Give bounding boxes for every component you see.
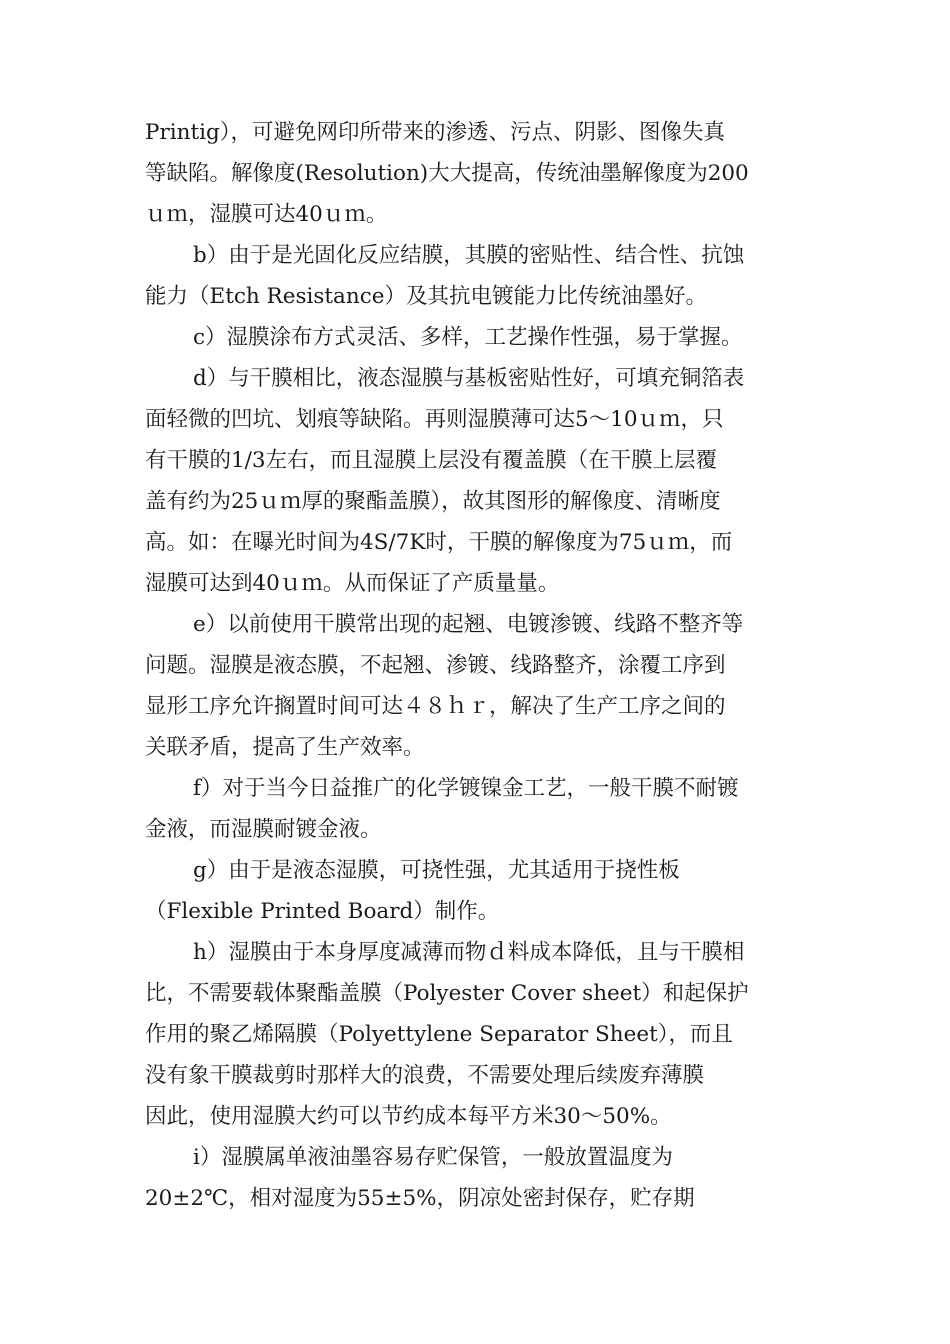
paragraph-line: （Flexible Printed Board）制作。 [145,899,500,924]
paragraph-line: ｕｍ，湿膜可达40ｕｍ。 [145,202,388,227]
paragraph-first-line: e）以前使用干膜常出现的起翘、电镀渗镀、线路不整齐等 [193,612,744,637]
paragraph-line: 面轻微的凹坑、划痕等缺陷。再则湿膜薄可达5～10ｕｍ，只 [145,407,724,432]
paragraph-line: 比，不需要载体聚酯盖膜（Polyester Cover sheet）和起保护 [145,981,749,1006]
paragraph-line: 等缺陷。解像度(Resolution)大大提高，传统油墨解像度为200 [145,161,749,186]
paragraph-line: 问题。湿膜是液态膜，不起翘、渗镀、线路整齐，涂覆工序到 [145,653,726,678]
paragraph-line: 盖有约为25ｕｍ厚的聚酯盖膜），故其图形的解像度、清晰度 [145,489,721,514]
paragraph-line: 显形工序允许搁置时间可达４８ｈｒ，解决了生产工序之间的 [145,694,726,719]
paragraph-line: 湿膜可达到40ｕｍ。从而保证了产质量量。 [145,571,560,596]
paragraph-first-line: b）由于是光固化反应结膜，其膜的密贴性、结合性、抗蚀 [193,243,745,268]
paragraph-line: 20±2℃，相对湿度为55±5%，阴凉处密封保存，贮存期 [145,1186,695,1211]
body-text [145,112,815,1219]
paragraph-line: 能力（Etch Resistance）及其抗电镀能力比传统油墨好。 [145,284,707,309]
paragraph-first-line: d）与干膜相比，液态湿膜与基板密贴性好，可填充铜箔表 [193,366,745,391]
paragraph-line: 有干膜的1/3左右，而且湿膜上层没有覆盖膜（在干膜上层覆 [145,448,718,473]
paragraph-first-line: i）湿膜属单液油墨容易存贮保管，一般放置温度为 [193,1145,673,1170]
paragraph-line: 高。如：在曝光时间为4S/7K时，干膜的解像度为75ｕｍ，而 [145,530,733,555]
paragraph-line: 因此，使用湿膜大约可以节约成本每平方米30～50%。 [145,1104,672,1129]
paragraph-line: 关联矛盾，提高了生产效率。 [145,735,425,760]
paragraph-first-line: g）由于是液态湿膜，可挠性强，尤其适用于挠性板 [193,858,680,883]
paragraph-line: 没有象干膜裁剪时那样大的浪费，不需要处理后续废弃薄膜 [145,1063,705,1088]
paragraph-first-line: h）湿膜由于本身厚度减薄而物ｄ料成本降低，且与干膜相 [193,940,745,965]
paragraph-first-line: f）对于当今日益推广的化学镀镍金工艺，一般干膜不耐镀 [193,776,739,801]
paragraph-line: 金液，而湿膜耐镀金液。 [145,817,382,842]
paragraph-first-line: c）湿膜涂布方式灵活、多样，工艺操作性强，易于掌握。 [193,325,743,350]
paragraph-line: 作用的聚乙烯隔膜（Polyettylene Separator Sheet），而且 [145,1022,733,1047]
paragraph-line: Printig），可避免网印所带来的渗透、污点、阴影、图像失真 [145,120,725,145]
